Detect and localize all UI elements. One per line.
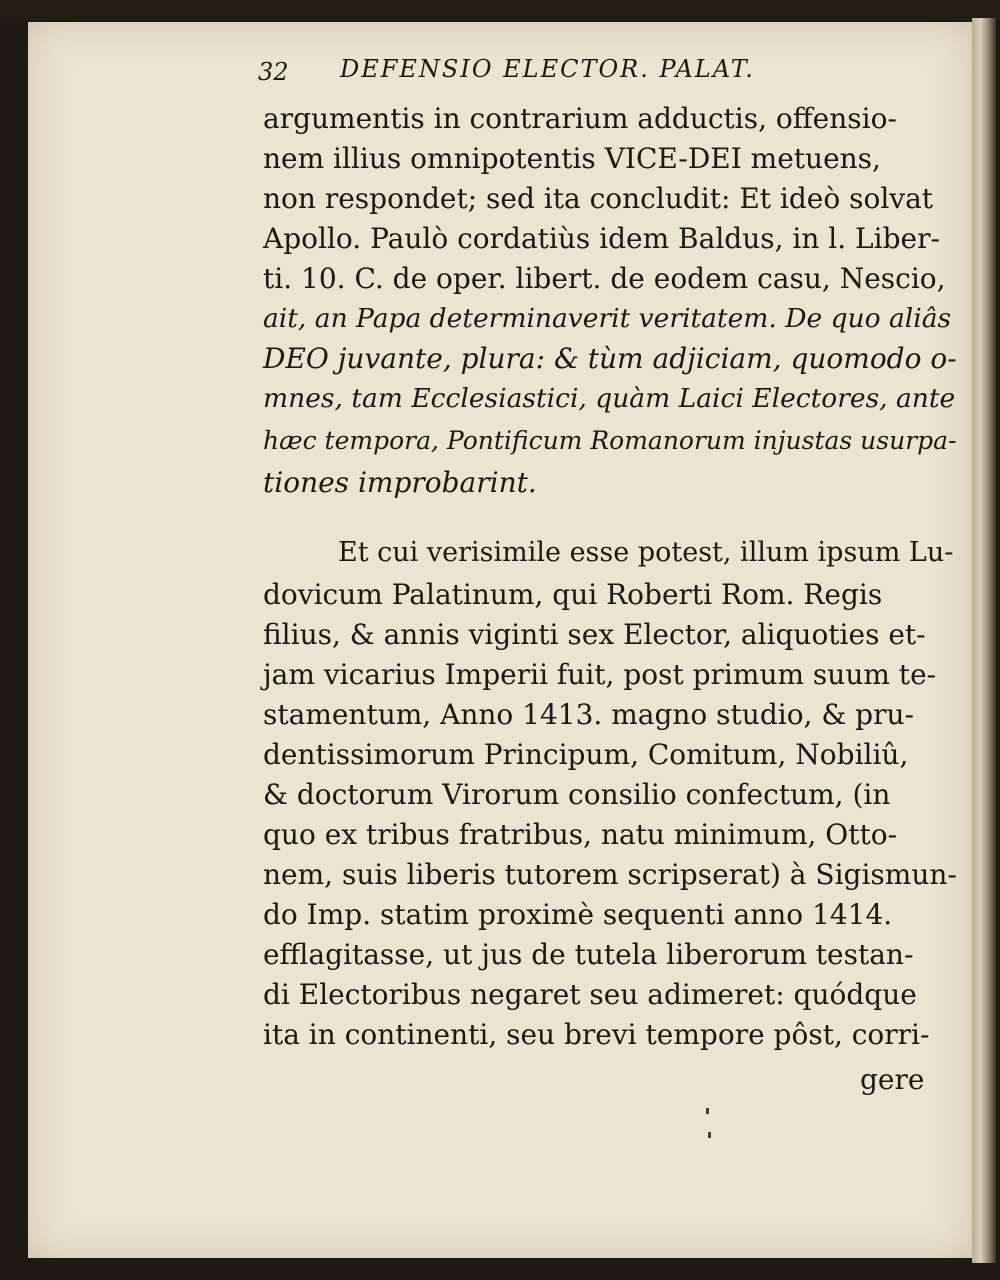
- text-line: DEO juvante, plura: & tùm adjiciam, quomodo o-: [263, 342, 957, 375]
- page-number: 32: [258, 58, 289, 86]
- text-line: argumentis in contrarium adductis, offensio-: [263, 102, 897, 135]
- page-edge-right: [972, 18, 996, 1263]
- text-line: filius, & annis viginti sex Elector, aliquoties et-: [263, 618, 926, 651]
- text-line: tiones improbarint.: [263, 466, 537, 499]
- text-line: efflagitasse, ut jus de tutela liberorum testan-: [263, 938, 914, 971]
- text-line: di Electoribus negaret seu adimeret: quódque: [263, 978, 917, 1011]
- ink-speck: [706, 1108, 709, 1114]
- scan-top-edge: [0, 0, 1000, 20]
- text-line: stamentum, Anno 1413. magno studio, & pru-: [263, 698, 914, 731]
- text-line: nem, suis liberis tutorem scripserat) à Sigismun-: [263, 858, 957, 891]
- text-line: do Imp. statim proximè sequenti anno 1414.: [263, 898, 893, 931]
- text-line: ita in continenti, seu brevi tempore pôst, corri-: [263, 1018, 930, 1051]
- text-line: ti. 10. C. de oper. libert. de eodem casu, Nescio,: [263, 262, 946, 295]
- text-line: quo ex tribus fratribus, natu minimum, Otto-: [263, 818, 898, 851]
- text-line: dovicum Palatinum, qui Roberti Rom. Regis: [263, 578, 883, 611]
- text-line: mnes, tam Ecclesiastici, quàm Laici Electores, ante: [263, 383, 956, 414]
- text-line: non respondet; sed ita concludit: Et ideò solvat: [263, 182, 934, 215]
- text-line: hæc tempora, Pontificum Romanorum injustas usurpa-: [263, 426, 957, 455]
- text-line: jam vicarius Imperii fuit, post primum suum te-: [263, 658, 937, 691]
- running-head: DEFENSIO ELECTOR. PALAT.: [340, 55, 755, 83]
- text-line: Apollo. Paulò cordatiùs idem Baldus, in l. Liber-: [263, 222, 940, 255]
- text-line: nem illius omnipotentis VICE-DEI metuens,: [263, 142, 881, 175]
- text-line: & doctorum Virorum consilio confectum, (in: [263, 778, 891, 811]
- ink-speck: [708, 1132, 711, 1138]
- text-line: ait, an Papa determinaverit veritatem. De quo aliâs: [263, 303, 952, 334]
- text-line: Et cui verisimile esse potest, illum ipsum Lu-: [338, 537, 954, 568]
- text-line: dentissimorum Principum, Comitum, Nobiliû,: [263, 738, 909, 771]
- catchword: gere: [860, 1063, 925, 1096]
